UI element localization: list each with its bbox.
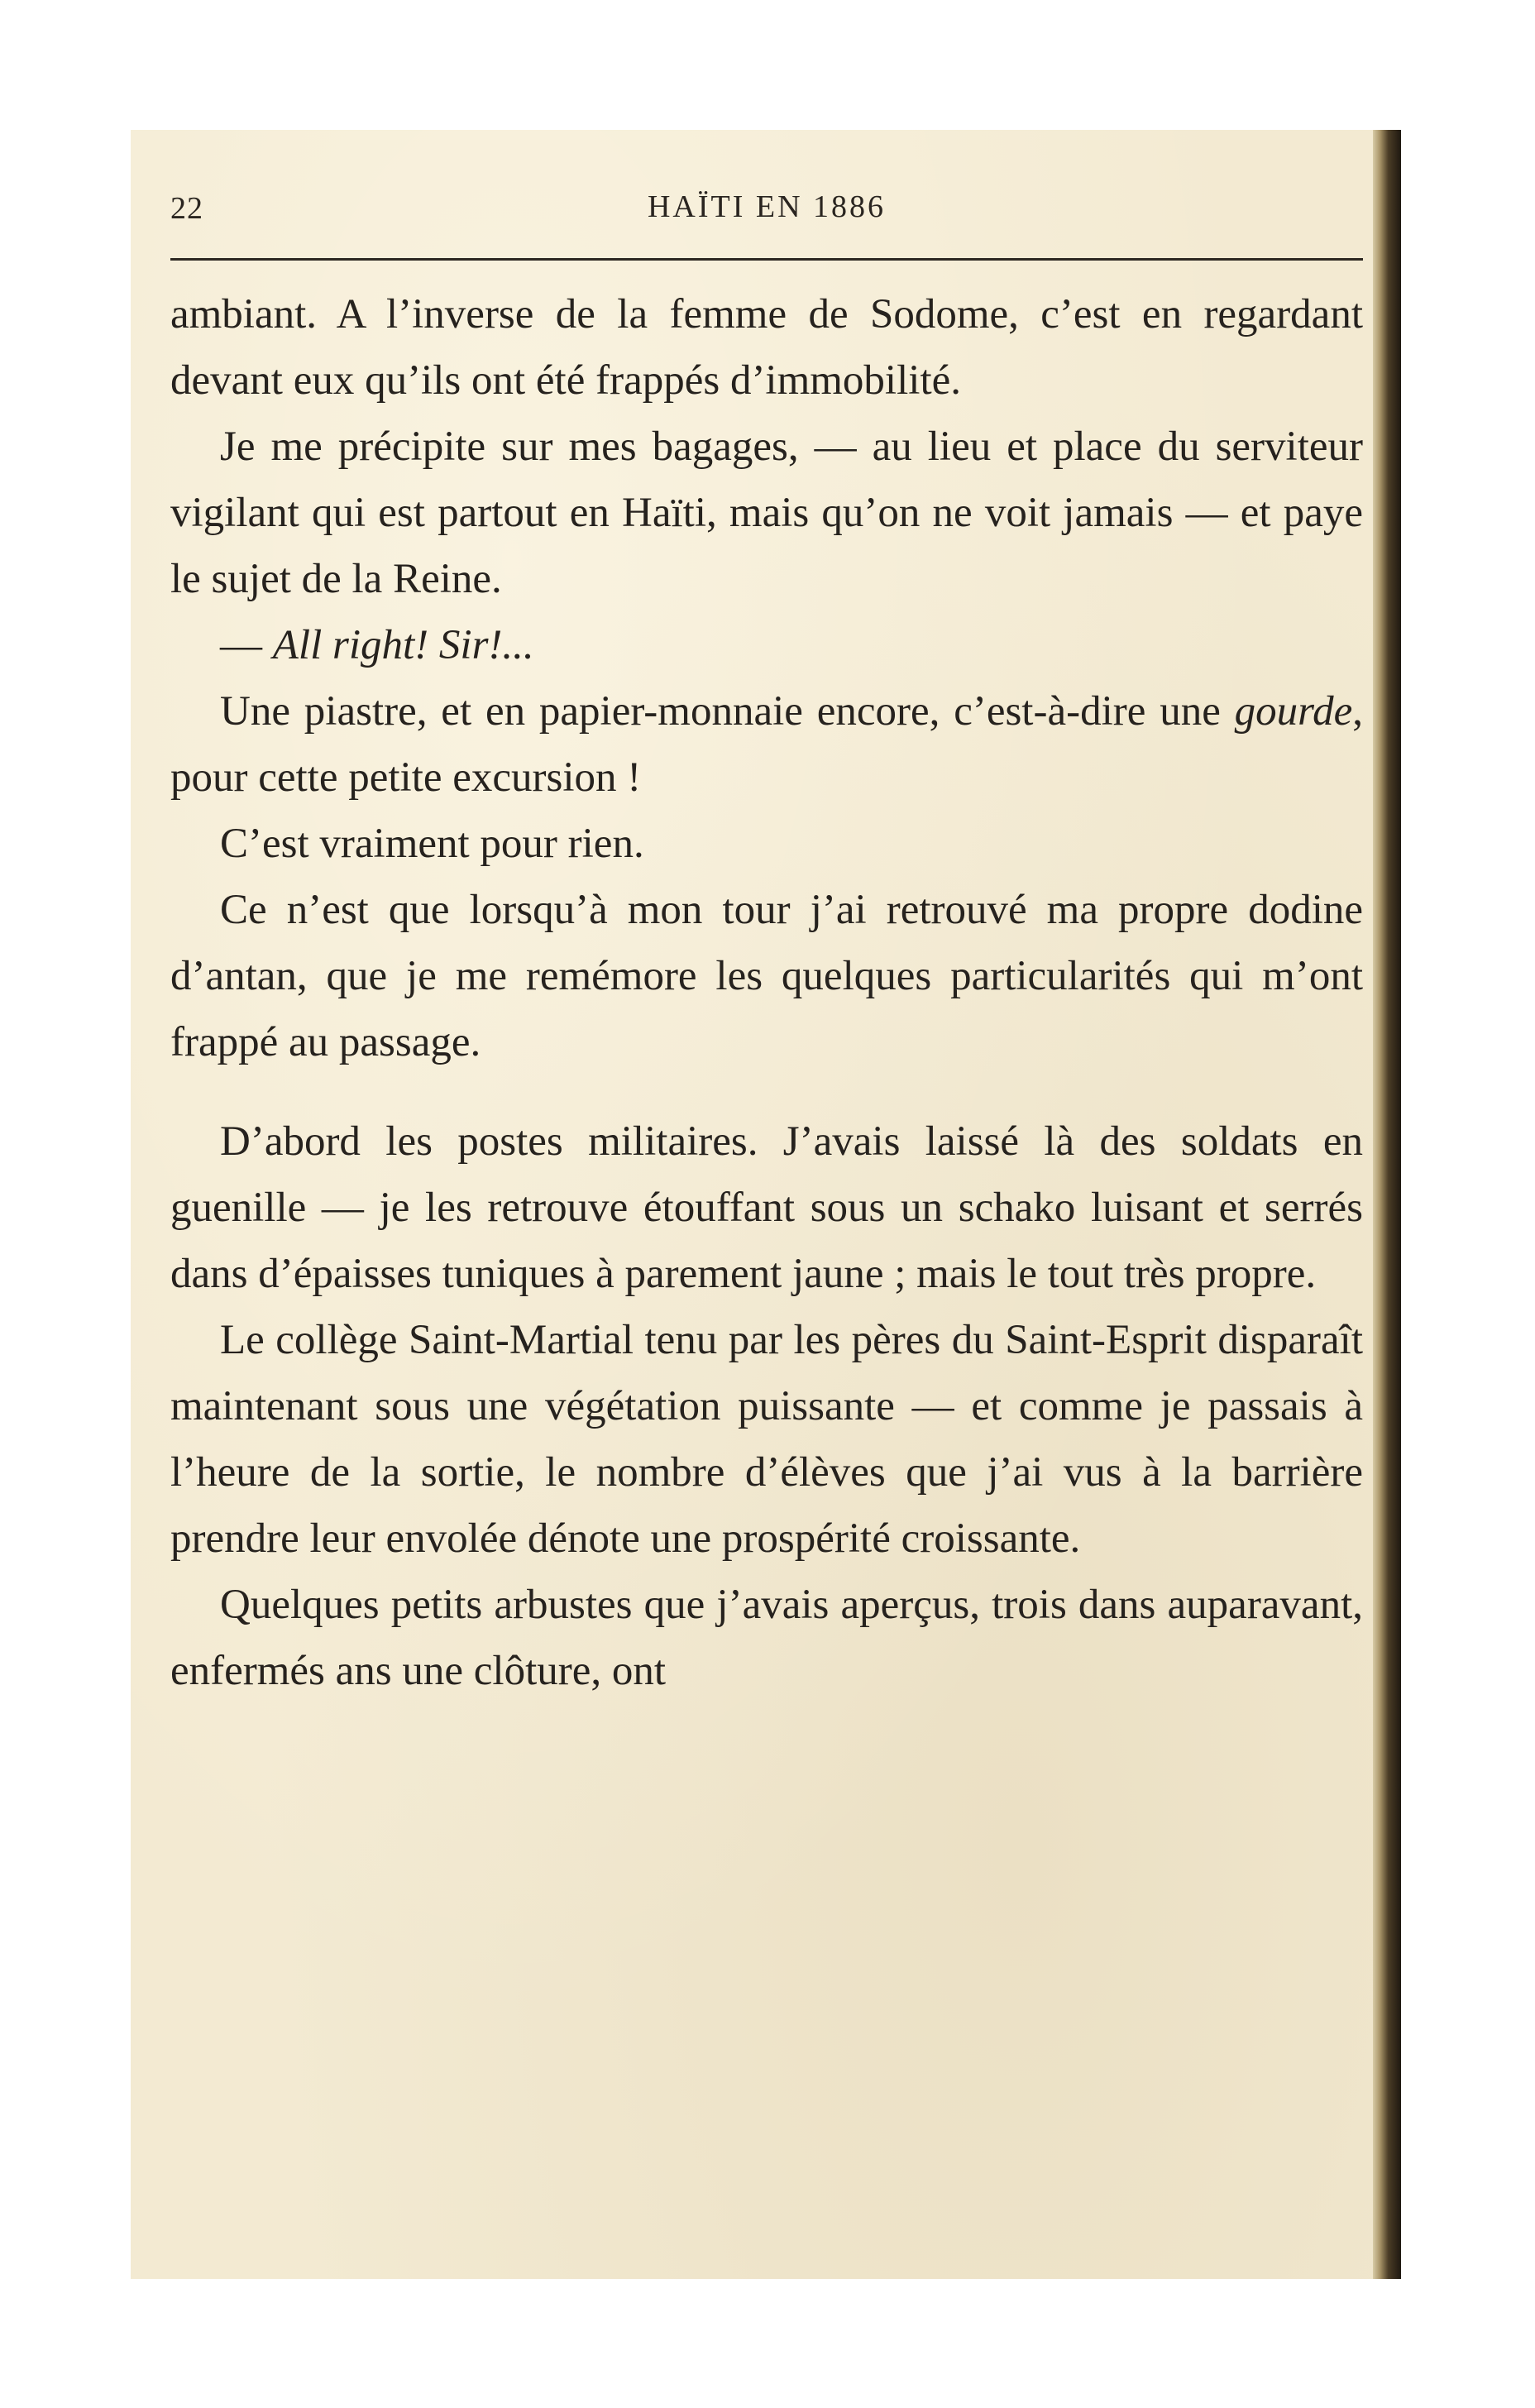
running-title: HAÏTI EN 1886 [647,189,887,224]
dialogue-italic: All right! Sir!... [272,622,534,668]
paragraph-4 [170,678,1363,811]
page-number: 22 [170,191,203,226]
header-rule [170,258,1363,261]
paragraph-6: Ce n’est que lorsqu’à mon tour j’ai retrouvé ma propre dodine d’antan, que je me remémore les quelques particularités qui m’ont frappé au passage. [170,887,1363,1065]
page-header [170,185,1363,243]
paragraph-4-end: , pour cette petite excursion ! [170,688,1363,801]
paragraph-4-start: Une piastre, et en papier-monnaie encore, c’est-à-dire une [220,688,1235,735]
dialogue-dash: — [220,622,273,668]
body-text [170,281,1363,1704]
paragraph-3 [170,612,1363,678]
paragraph-2: Je me précipite sur mes bagages, — au lieu et place du serviteur vigilant qui est partout en Haïti, mais qu’on ne voit jamais — et paye le sujet de la Reine. [170,424,1363,602]
paragraph-1: ambiant. A l’inverse de la femme de Sodome, c’est en regardant devant eux qu’ils ont été frappés d’immobilité. [170,291,1363,404]
paragraph-9: Quelques petits arbustes que j’avais aperçus, trois dans auparavant, enfermés ans une clôture, ont [170,1582,1363,1694]
italic-word-gourde: gourde [1234,688,1353,735]
paragraph-5: C’est vraiment pour rien. [220,821,644,867]
paragraph-7: D’abord les postes militaires. J’avais laissé là des soldats en guenille — je les retrouve étouffant sous un schako luisant et serrés dans d’épaisses tuniques à parement jaune ; mais le tout très propre. [170,1118,1363,1297]
paragraph-8: Le collège Saint-Martial tenu par les pères du Saint-Esprit disparaît maintenant sous une végétation puissante — et comme je passais à l’heure de la sortie, le nombre d’élèves que j’ai vus à la barrière prendre leur envolée dénote une prospérité croissante. [170,1317,1363,1562]
page-gutter-shadow [1373,130,1401,2279]
